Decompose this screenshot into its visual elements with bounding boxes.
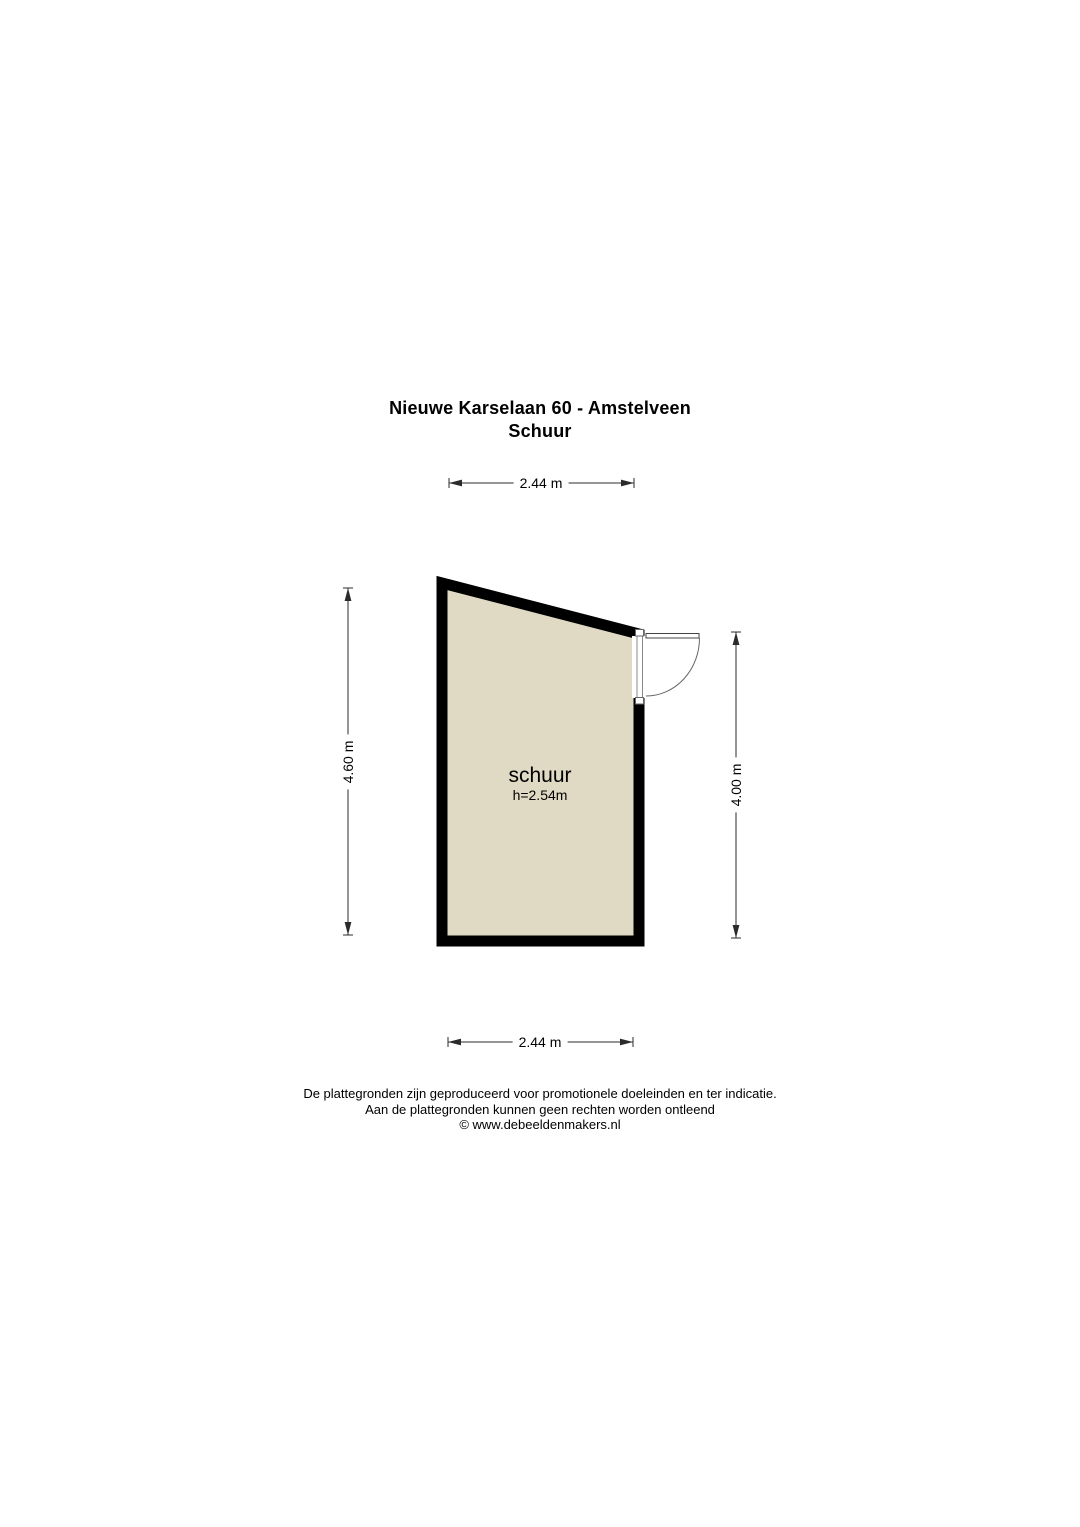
arrow-up-icon (345, 588, 352, 601)
page-subtitle: Schuur (508, 421, 572, 441)
footer-line-2: Aan de plattegronden kunnen geen rechten worden ontleend (365, 1101, 715, 1117)
arrow-right-icon (620, 1039, 633, 1046)
door-jamb-top (636, 630, 644, 637)
dim-right-label: 4.00 m (728, 758, 744, 813)
door-jamb-bottom (636, 698, 644, 705)
arrow-left-icon (448, 1039, 461, 1046)
dim-bottom-label: 2.44 m (513, 1034, 568, 1050)
footer-line-1: De plattegronden zijn geproduceerd voor promotionele doeleinden en ter indicatie. (303, 1086, 777, 1101)
door-swing-arc (646, 638, 700, 696)
arrow-up-icon (733, 632, 740, 645)
room-walls (442, 583, 639, 941)
footer-disclaimer (0, 1086, 1080, 1133)
arrow-down-icon (733, 925, 740, 938)
room-label: schuur (508, 764, 572, 787)
room-polygon (442, 583, 639, 941)
arrow-down-icon (345, 922, 352, 935)
door (632, 630, 700, 705)
arrow-left-icon (449, 480, 462, 487)
arrow-right-icon (621, 480, 634, 487)
room-height-label: h=2.54m (512, 787, 568, 803)
page-title: Nieuwe Karselaan 60 - Amstelveen (389, 398, 691, 418)
door-frame (637, 636, 643, 698)
door-leaf (646, 634, 699, 639)
footer-line-3: © www.debeeldenmakers.nl (459, 1117, 621, 1132)
dim-top-label: 2.44 m (514, 475, 569, 491)
dim-left-label: 4.60 m (340, 735, 356, 790)
